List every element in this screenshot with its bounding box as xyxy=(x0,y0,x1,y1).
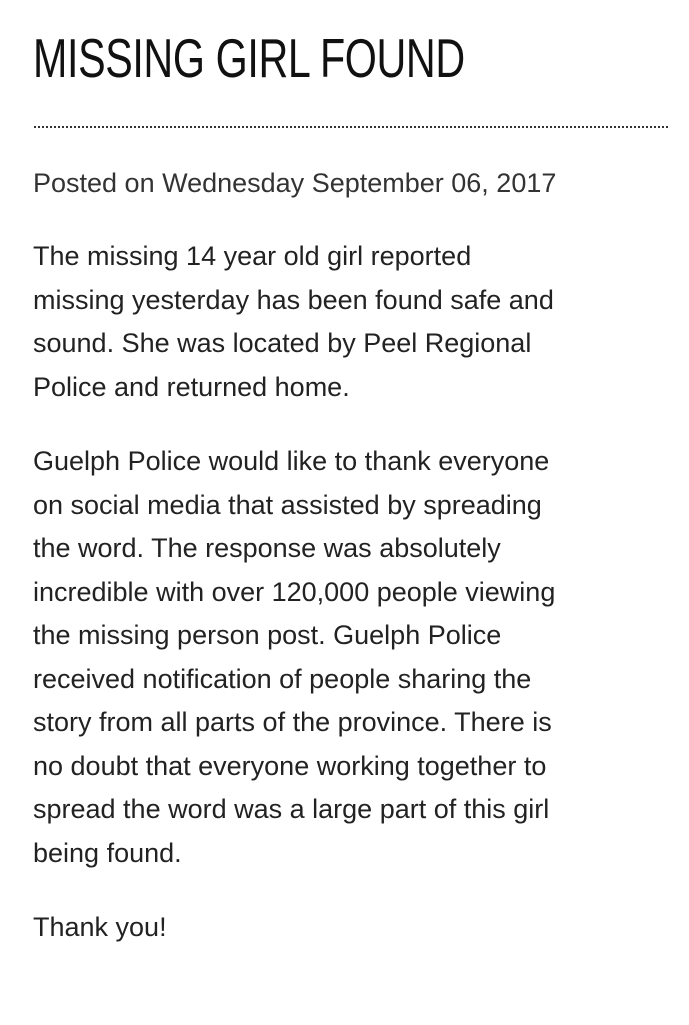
article-paragraph-1 xyxy=(33,235,668,409)
article-paragraph-2 xyxy=(33,440,668,875)
title-divider xyxy=(34,126,668,128)
article-title: MISSING GIRL FOUND xyxy=(33,27,465,89)
paragraph-line: the word. The response was absolutely xyxy=(33,533,501,563)
post-date: Posted on Wednesday September 06, 2017 xyxy=(33,168,557,198)
paragraph-line: Guelph Police would like to thank everyone xyxy=(33,446,550,476)
paragraph-line: being found. xyxy=(33,837,182,868)
paragraph-line: on social media that assisted by spreading xyxy=(33,489,542,520)
paragraph-line: Thank you! xyxy=(33,912,167,942)
paragraph-line: missing yesterday has been found safe and xyxy=(33,284,554,315)
paragraph-line: The missing 14 year old girl reported xyxy=(33,241,472,271)
paragraph-line: the missing person post. Guelph Police xyxy=(33,620,502,650)
paragraph-line: received notification of people sharing the xyxy=(33,663,532,694)
article xyxy=(33,0,668,950)
paragraph-line: spread the word was a large part of this girl xyxy=(33,794,550,824)
paragraph-line: story from all parts of the province. There is xyxy=(33,707,552,737)
paragraph-line: Police and returned home. xyxy=(33,371,350,402)
article-paragraph-3 xyxy=(33,906,668,950)
paragraph-line: no doubt that everyone working together to xyxy=(33,750,547,781)
paragraph-line: incredible with over 120,000 people viewing xyxy=(33,576,556,607)
paragraph-line: sound. She was located by Peel Regional xyxy=(33,328,532,358)
